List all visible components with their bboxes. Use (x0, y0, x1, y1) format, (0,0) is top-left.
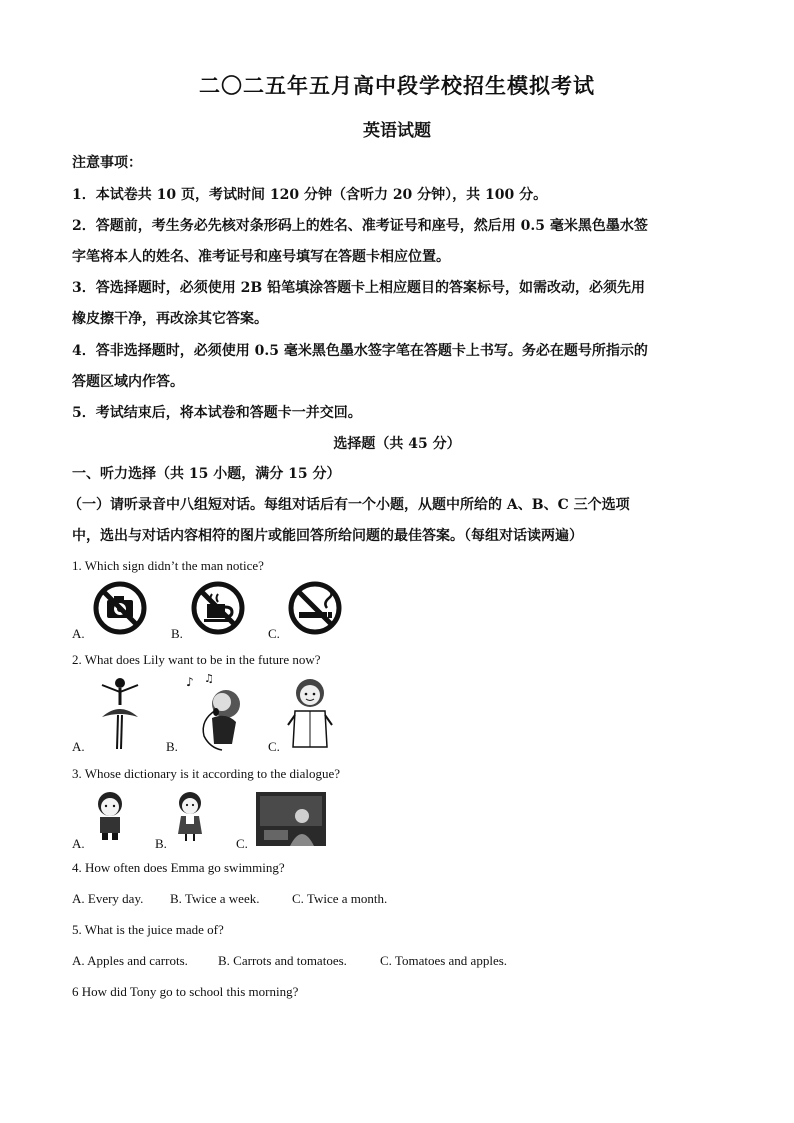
ballet-dancer-icon (90, 675, 150, 753)
boy-icon (92, 790, 128, 842)
girl-icon (172, 790, 208, 842)
option-a: A. Every day. (72, 891, 144, 906)
option-a: A. Apples and carrots. (72, 953, 188, 968)
option-c: C. Twice a month. (292, 891, 388, 906)
singer-icon (182, 672, 246, 754)
note-line: 答题区域内作答。 (72, 374, 184, 390)
no-drinks-icon (190, 580, 246, 636)
teacher-blackboard-icon (256, 792, 326, 846)
option-b: B. Carrots and tomatoes. (218, 953, 347, 968)
exam-title: 二〇二五年五月高中段学校招生模拟考试 (199, 73, 595, 98)
question-2: 2. What does Lily want to be in the future now? (72, 652, 321, 667)
instruction-line: （一）请听录音中八组短对话。每组对话后有一个小题，从题中所给的 A、B、C 三个选项 (68, 497, 630, 513)
question-6: 6 How did Tony go to school this morning? (72, 984, 299, 999)
option-label: A. (72, 739, 85, 754)
question-5: 5. What is the juice made of? (72, 922, 224, 937)
option-c: C. Tomatoes and apples. (380, 953, 508, 968)
part-heading: 一、听力选择（共 15 小题，满分 15 分） (72, 466, 341, 482)
svg-text:♪: ♪ (186, 675, 194, 689)
question-1: 1. Which sign didn’t the man notice? (72, 558, 264, 573)
note-line: 4．答非选择题时，必须使用 0.5 毫米黑色墨水签字笔在答题卡上书写。务必在题号所指示的 (72, 343, 648, 359)
note-line: 橡皮擦干净，再改涂其它答案。 (72, 311, 268, 327)
option-b: B. Twice a week. (170, 891, 260, 906)
note-line: 1．本试卷共 10 页，考试时间 120 分钟（含听力 20 分钟），共 100 分。 (72, 187, 548, 203)
question-3: 3. Whose dictionary is it according to the dialogue? (72, 766, 340, 781)
option-label: A. (72, 626, 85, 641)
note-line: 3．答选择题时，必须使用 2B 铅笔填涂答题卡上相应题目的答案标号，如需改动，必须先用 (72, 280, 646, 296)
svg-text:♫: ♫ (204, 672, 214, 685)
option-label: B. (166, 739, 178, 754)
option-label: C. (268, 626, 280, 641)
option-label: C. (268, 739, 280, 754)
no-smoking-icon (287, 580, 343, 636)
section-title: 选择题（共 45 分） (333, 436, 461, 452)
note-line: 2．答题前，考生务必先核对条形码上的姓名、准考证号和座号，然后用 0.5 毫米黑色墨水签 (72, 218, 648, 234)
no-camera-icon (92, 580, 148, 636)
option-label: B. (155, 836, 167, 851)
option-label: C. (236, 836, 248, 851)
option-label: A. (72, 836, 85, 851)
note-line: 字笔将本人的姓名、准考证号和座号填写在答题卡相应位置。 (72, 249, 450, 265)
note-line: 5．考试结束后，将本试卷和答题卡一并交回。 (72, 405, 362, 421)
question-4: 4. How often does Emma go swimming? (72, 860, 285, 875)
notes-heading: 注意事项： (72, 155, 142, 171)
instruction-line: 中，选出与对话内容相符的图片或能回答所给问题的最佳答案。（每组对话读两遍） (72, 528, 583, 544)
option-label: B. (171, 626, 183, 641)
teacher-icon (285, 675, 335, 753)
subject-title: 英语试题 (363, 121, 431, 141)
